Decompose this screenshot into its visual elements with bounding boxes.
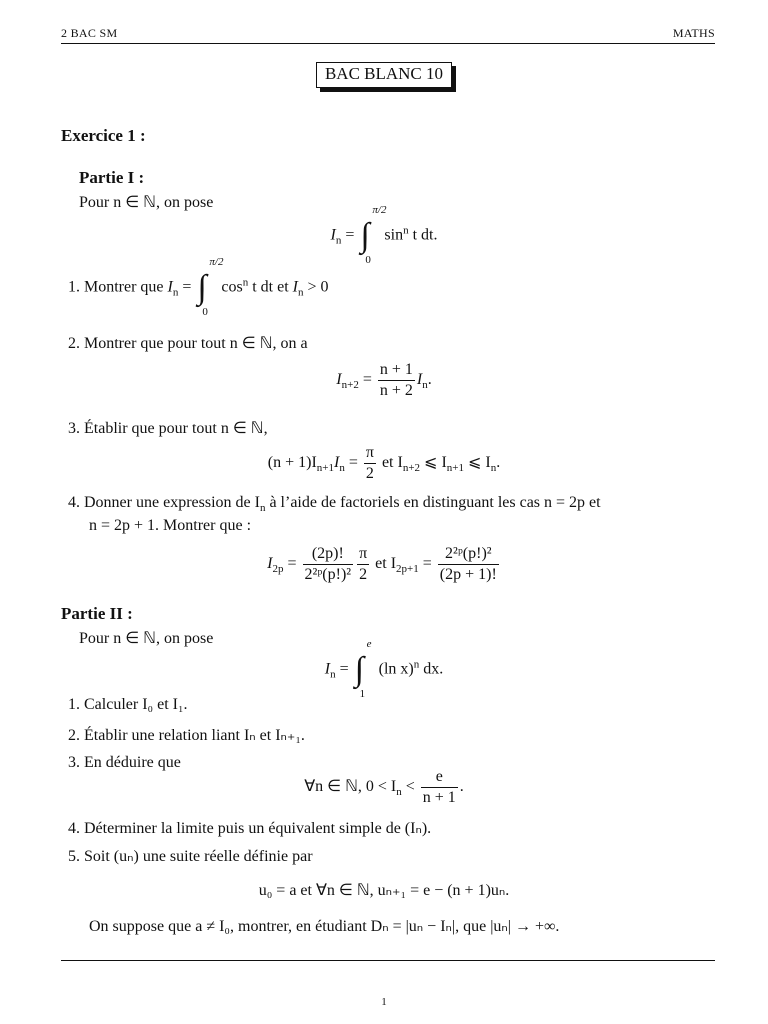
integral-symbol: ∫ π/2 0: [360, 204, 387, 266]
integral-symbol: ∫ e 1: [354, 638, 372, 700]
page-number: 1: [381, 996, 387, 1008]
part2-item-5-eq: u₀ = a et ∀n ∈ ℕ, uₙ₊₁ = e − (n + 1)uₙ.: [258, 882, 510, 899]
part1-item-2: 2. Montrer que pour tout n ∈ ℕ, on a: [68, 335, 308, 352]
exercise-title: Exercice 1 :: [61, 126, 146, 145]
part2-item-5-final: On suppose que a ≠ I₀, montrer, en étudiant Dₙ = |uₙ − Iₙ|, que |uₙ| → +∞.: [89, 918, 560, 935]
header-right: MATHS: [672, 26, 715, 40]
part1-item-2-eq: $I_{n+2}$ = $\frac{n + 1}{n + 2}$ $I_n$.: [336, 361, 432, 399]
part1-item-1: 1. Montrer que $I_n$ = ∫ π/2 0 $\cos^n t$ dt et $I_n > 0$: [68, 256, 329, 318]
part2-intro: Pour n ∈ ℕ, on pose: [79, 630, 214, 647]
integral-symbol: ∫ π/2 0: [197, 256, 224, 318]
part2-item-2: 2. Établir une relation liant Iₙ et Iₙ₊₁.: [68, 727, 305, 744]
part1-intro: Pour n ∈ ℕ, on pose: [79, 194, 214, 211]
part1-item-3: 3. Établir que pour tout n ∈ ℕ,: [68, 420, 268, 437]
part2-item-3: 3. En déduire que: [68, 754, 181, 771]
footer-rule: [61, 960, 715, 961]
page-title: BAC BLANC 10: [316, 62, 452, 88]
part2-item-5: 5. Soit (uₙ) une suite réelle définie par: [68, 848, 313, 865]
part1-title: Partie I :: [79, 168, 145, 187]
part2-item-4: 4. Déterminer la limite puis un équivalent simple de (Iₙ).: [68, 820, 432, 837]
header-rule: [61, 43, 715, 44]
part1-item-4-cont: n = 2p + 1. Montrer que :: [89, 517, 252, 534]
part1-item-4-eq: $I_{2p}$ = $\frac{(2p)!}{\text{2²ᵖ(p!)²}}$ $\frac{\pi}{2}$ et $I_{2p+1}$ = $\frac{\text{2²ᵖ(p!)²}}{(2p + 1)!}$: [267, 545, 497, 583]
part2-item-3-eq: ∀n ∈ ℕ, $0 < I_n$ < $\frac{e}{n + 1}$ .: [304, 768, 464, 806]
title-container: [0, 62, 768, 88]
part1-definition: $I_n$ = ∫ π/2 0 $\sin^n t$ dt.: [330, 204, 438, 266]
part2-definition: $I_n$ = ∫ e 1 (ln x)$^n$ dx.: [324, 638, 444, 700]
part2-item-1: 1. Calculer I₀ et I₁.: [68, 696, 188, 713]
header-left: 2 BAC SM: [61, 26, 118, 40]
part1-item-4: 4. Donner une expression de $I_n$ à l’aide de factoriels en distinguant les cas n = 2p et: [68, 494, 601, 514]
part1-item-3-eq: $(n + 1)I_{n+1}I_n$ = $\frac{\pi}{2}$ et $I_{n+2}$ ⩽ $I_{n+1}$ ⩽ $I_n$.: [267, 444, 501, 482]
part2-title: Partie II :: [61, 604, 133, 623]
